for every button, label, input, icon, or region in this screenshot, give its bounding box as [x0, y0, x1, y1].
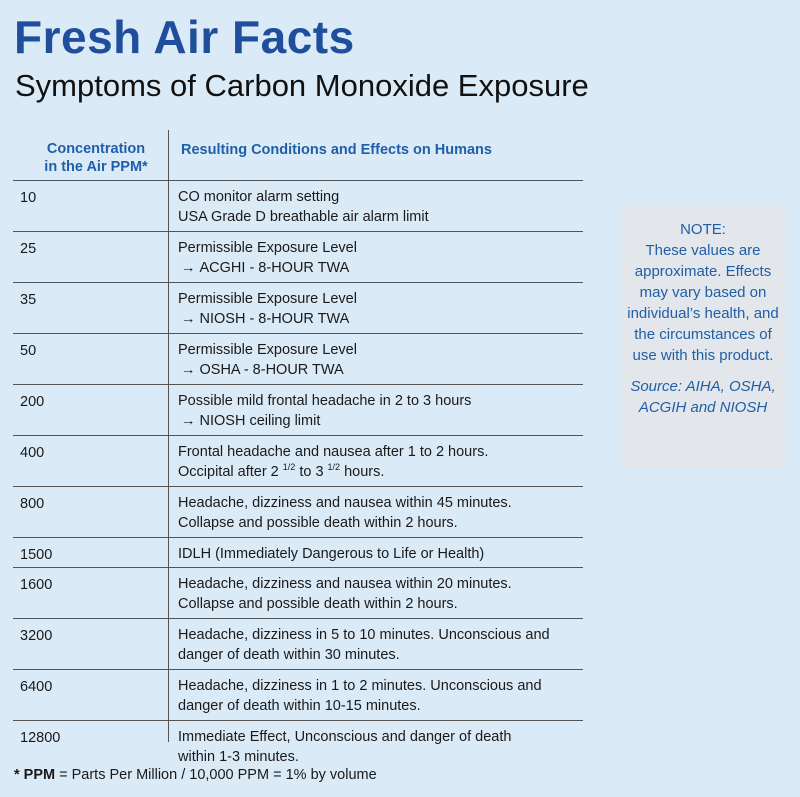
table-row — [13, 283, 583, 334]
effect-text: Headache, dizziness and nausea within 45 minutes. Collapse and possible death within 2 hours. — [178, 495, 512, 531]
table-row — [13, 436, 583, 487]
effect-text: CO monitor alarm setting USA Grade D breathable air alarm limit — [178, 189, 429, 225]
table-row — [13, 721, 583, 771]
table-row — [13, 385, 583, 436]
table-row — [13, 334, 583, 385]
table-row — [13, 487, 583, 538]
arrow-icon: → — [181, 413, 196, 429]
table-row — [13, 538, 583, 568]
ppm-value: 1600 — [20, 577, 53, 593]
note-box — [621, 206, 785, 468]
note-line: individual’s health, and — [627, 305, 779, 322]
table-row — [13, 181, 583, 232]
effect-text: IDLH (Immediately Dangerous to Life or Health) — [178, 546, 485, 562]
ppm-value: 1500 — [20, 547, 53, 563]
arrow-icon: → — [181, 362, 196, 378]
effect-text: Permissible Exposure Level → NIOSH - 8-HOUR TWA — [178, 291, 357, 327]
table-row — [13, 568, 583, 619]
page-subtitle: Symptoms of Carbon Monoxide Exposure — [15, 68, 589, 103]
table-row — [13, 619, 583, 670]
effect-text: Possible mild frontal headache in 2 to 3 hours → NIOSH ceiling limit — [178, 393, 472, 429]
page-title: Fresh Air Facts — [14, 11, 355, 63]
ppm-value: 6400 — [20, 679, 53, 695]
ppm-value: 200 — [20, 394, 45, 410]
effect-text: Permissible Exposure Level → ACGHI - 8-HOUR TWA — [178, 240, 357, 276]
effect-text: Headache, dizziness in 5 to 10 minutes. Unconscious and danger of death within 30 minutes. — [178, 627, 550, 663]
note-line: These values are — [645, 242, 761, 259]
ppm-value: 35 — [20, 292, 37, 308]
note-line: the circumstances of — [634, 326, 772, 343]
concentration-header: Concentration in the Air PPM* — [44, 141, 148, 175]
ppm-value: 50 — [20, 343, 37, 359]
note-heading: NOTE: — [680, 221, 726, 238]
table-header — [13, 130, 583, 181]
arrow-icon: → — [181, 311, 196, 327]
table-row — [13, 670, 583, 721]
effect-text: Frontal headache and nausea after 1 to 2 hours. Occipital after 2 $^{1/2}$ to 3 $^{1/2}$ hours. — [178, 444, 489, 480]
note-source: Source: AIHA, OSHA, ACGIH and NIOSH — [630, 378, 776, 416]
effects-header: Resulting Conditions and Effects on Humans — [181, 142, 492, 158]
co-exposure-table — [13, 130, 583, 771]
effect-text: Immediate Effect, Unconscious and danger of death within 1-3 minutes. — [178, 729, 512, 765]
note-line: may vary based on — [639, 284, 767, 301]
ppm-value: 10 — [20, 190, 37, 206]
table-row — [13, 232, 583, 283]
ppm-value: 800 — [20, 496, 45, 512]
ppm-value: 25 — [20, 241, 37, 257]
ppm-value: 3200 — [20, 628, 53, 644]
note-line: use with this product. — [632, 347, 774, 364]
ppm-value: 400 — [20, 445, 45, 461]
effect-text: Headache, dizziness and nausea within 20 minutes. Collapse and possible death within 2 hours. — [178, 576, 512, 612]
ppm-value: 12800 — [20, 730, 61, 746]
footnote: * PPM = Parts Per Million / 10,000 PPM = 1% by volume — [14, 767, 377, 783]
effect-text: Headache, dizziness in 1 to 2 minutes. Unconscious and danger of death within 10-15 minutes. — [178, 678, 542, 714]
effect-text: Permissible Exposure Level → OSHA - 8-HOUR TWA — [178, 342, 357, 378]
note-line: approximate. Effects — [634, 263, 772, 280]
arrow-icon: → — [181, 260, 196, 276]
